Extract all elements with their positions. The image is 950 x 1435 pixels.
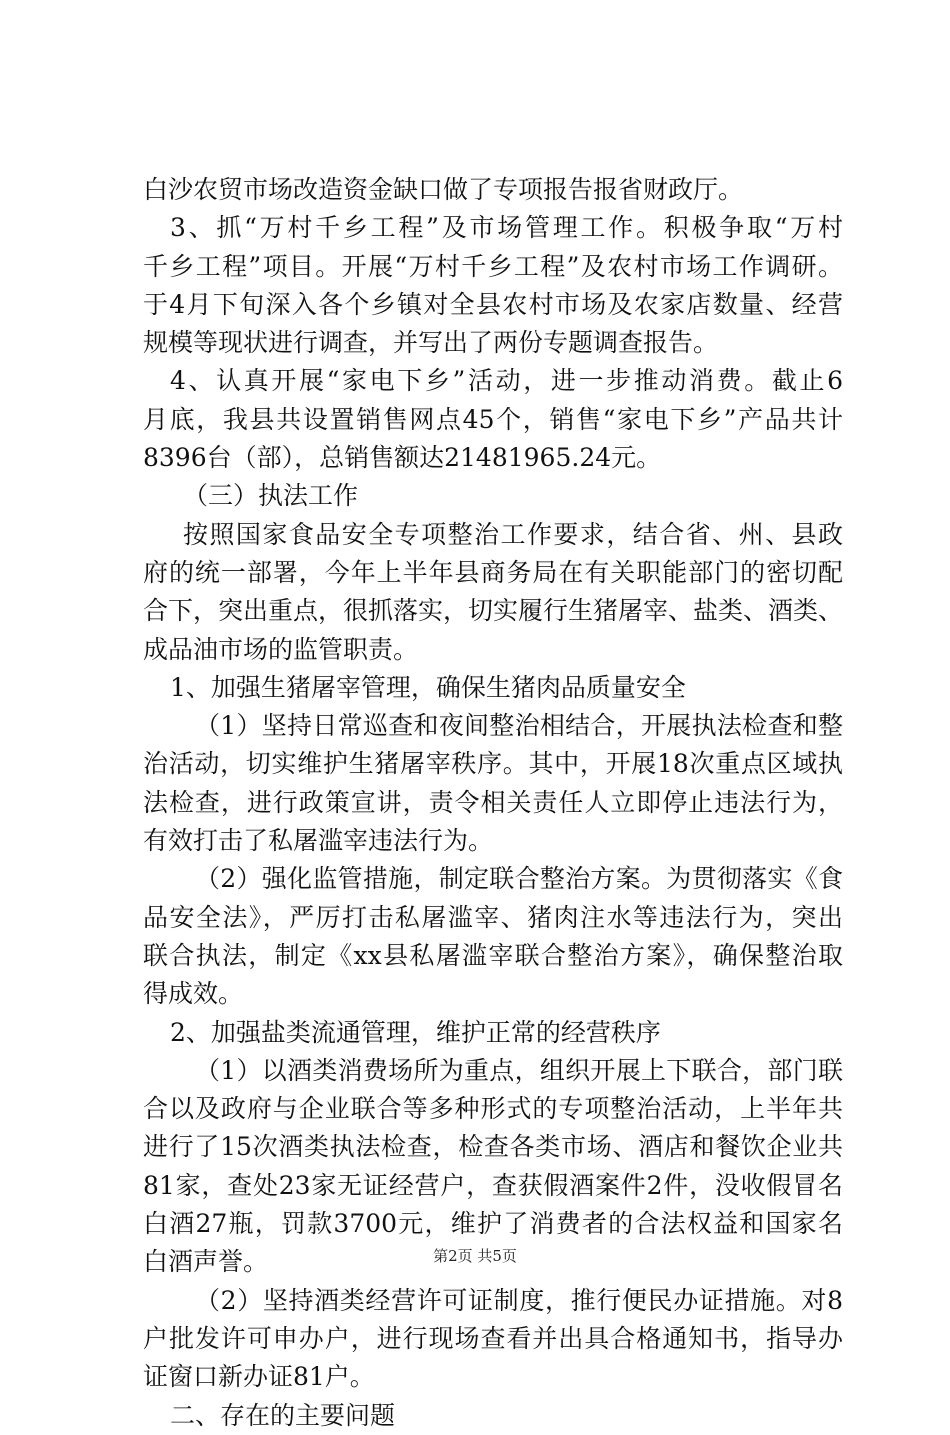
text-line: 得成效。 xyxy=(143,979,244,1009)
text-line: 成品油市场的监管职责。 xyxy=(143,634,419,664)
text-line: 府的统一部署，今年上半年县商务局在有关职能部门的密切配 xyxy=(143,557,843,587)
text-line: 联合执法，制定《xx县私屠滥宰联合整治方案》，确保整治取 xyxy=(143,940,843,970)
text-line: （2）坚持酒类经营许可证制度，推行便民办证措施。对8 xyxy=(195,1285,843,1315)
text-line: （1）以酒类消费场所为重点，组织开展上下联合，部门联 xyxy=(195,1055,843,1085)
text-line: 进行了15次酒类执法检查，检查各类市场、酒店和餐饮企业共 xyxy=(143,1132,843,1162)
text-line: 规模等现状进行调查，并写出了两份专题调查报告。 xyxy=(143,328,719,358)
text-line: 户批发许可申办户，进行现场查看并出具合格通知书，指导办 xyxy=(143,1323,843,1353)
text-line: 81家，查处23家无证经营户，查获假酒案件2件，没收假冒名 xyxy=(143,1170,843,1200)
text-line: 4、认真开展“家电下乡”活动，进一步推动消费。截止6 xyxy=(170,366,843,396)
text-line: 证窗口新办证81户。 xyxy=(143,1362,375,1392)
text-line: 品安全法》，严厉打击私屠滥宰、猪肉注水等违法行为，突出 xyxy=(143,902,843,932)
text-line: 有效打击了私屠滥宰违法行为。 xyxy=(143,826,494,856)
text-line: 于4月下旬深入各个乡镇对全县农村市场及农家店数量、经营 xyxy=(143,289,843,319)
text-line: 合下，突出重点，很抓落实，切实履行生猪屠宰、盐类、酒类、 xyxy=(143,596,844,626)
text-line: 8396台（部），总销售额达21481965.24元。 xyxy=(143,443,662,473)
text-line: 白沙农贸市场改造资金缺口做了专项报告报省财政厅。 xyxy=(143,175,744,204)
text-line: 白酒27瓶，罚款3700元，维护了消费者的合法权益和国家名 xyxy=(143,1209,843,1239)
text-line: （2）强化监管措施，制定联合整治方案。为贯彻落实《食 xyxy=(195,864,843,894)
text-line: 法检查，进行政策宣讲，责令相关责任人立即停止违法行为， xyxy=(143,787,843,817)
text-line: 3、抓“万村千乡工程”及市场管理工作。积极争取“万村 xyxy=(170,213,843,243)
text-line: 月底，我县共设置销售网点45个，销售“家电下乡”产品共计 xyxy=(143,404,843,434)
text-line: 按照国家食品安全专项整治工作要求，结合省、州、县政 xyxy=(183,519,843,549)
page-footer: 第2页 共5页 xyxy=(433,1247,517,1265)
text-line: 1、加强生猪屠宰管理，确保生猪肉品质量安全 xyxy=(170,672,686,702)
text-line: 2、加强盐类流通管理，维护正常的经营秩序 xyxy=(170,1017,661,1047)
text-line: 二、存在的主要问题 xyxy=(170,1400,396,1430)
text-line: （三）执法工作 xyxy=(183,481,359,511)
text-line: 白酒声誉。 xyxy=(143,1247,269,1277)
text-line: 合以及政府与企业联合等多种形式的专项整治活动，上半年共 xyxy=(143,1094,843,1124)
text-line: 治活动，切实维护生猪屠宰秩序。其中，开展18次重点区域执 xyxy=(143,749,843,779)
text-line: （1）坚持日常巡查和夜间整治相结合，开展执法检查和整 xyxy=(195,711,843,741)
text-line: 千乡工程”项目。开展“万村千乡工程”及农村市场工作调研。 xyxy=(143,251,843,281)
